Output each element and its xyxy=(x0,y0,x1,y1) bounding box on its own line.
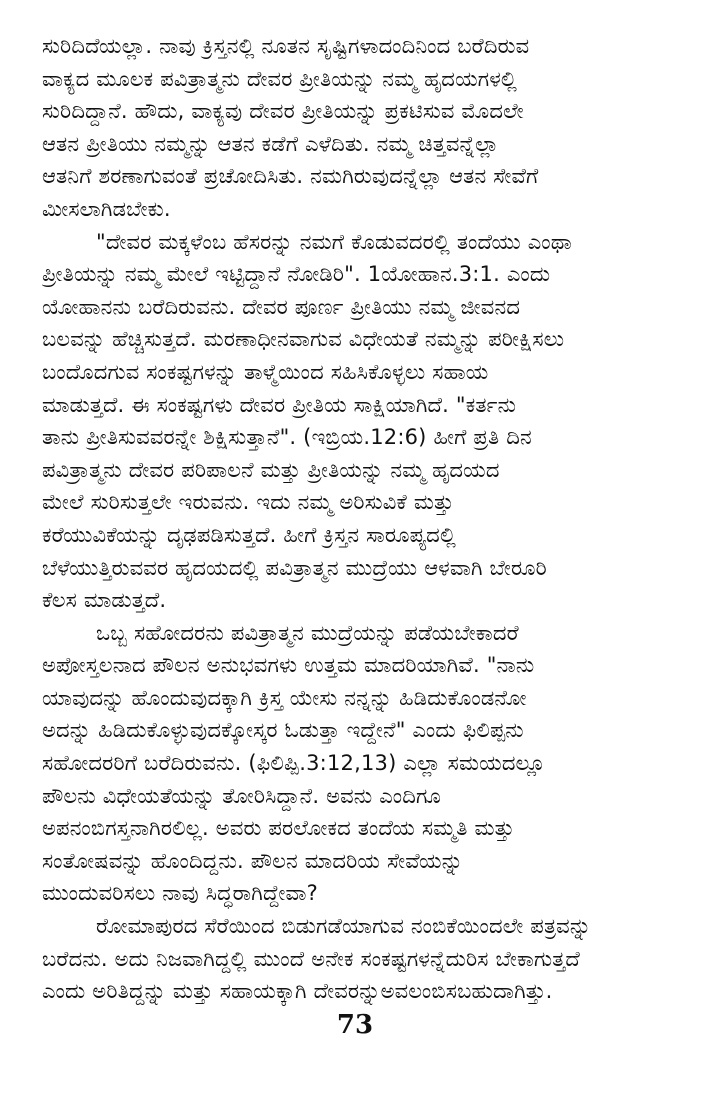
paragraph-2 xyxy=(42,226,672,617)
text-line: ಪೌಲನು ವಿಧೇಯತೆಯನ್ನು ತೋರಿಸಿದ್ದಾನೆ. ಅವನು ಎಂದಿಗೂ xyxy=(42,783,441,808)
text-line: ಪ್ರೀತಿಯನ್ನು ನಮ್ಮ ಮೇಲೆ ಇಟ್ಟಿದ್ದಾನೆ ನೋಡಿರಿ". 1ಯೋಹಾನ.3:1. ಎಂದು xyxy=(42,262,551,287)
text-line: ಬಲವನ್ನು ಹೆಚ್ಚಿಸುತ್ತದೆ. ಮರಣಾಧೀನವಾಗುವ ವಿಧೇಯತೆ ನಮ್ಮನ್ನು ಪರೀಕ್ಷಿಸಲು xyxy=(42,327,565,352)
text-line: ಸಹೋದರರಿಗೆ ಬರೆದಿರುವನು. (ಫಿಲಿಪ್ಪಿ.3:12,13) ಎಲ್ಲಾ ಸಮಯದಲ್ಲೂ xyxy=(42,751,546,776)
text-line: ರೋಮಾಪುರದ ಸೆರೆಯಿಂದ ಬಿಡುಗಡೆಯಾಗುವ ನಂಬಿಕೆಯಿಂದಲೇ ಪತ್ರವನ್ನು xyxy=(96,914,592,939)
text-line: ಕರೆಯುವಿಕೆಯನ್ನು ದೃಢಪಡಿಸುತ್ತದೆ. ಹೀಗೆ ಕ್ರಿಸ್ತನ ಸಾರೂಪ್ಯದಲ್ಲಿ xyxy=(42,522,457,547)
paragraph-4 xyxy=(42,910,672,1008)
text-line: ಮುಂದುವರಿಸಲು ನಾವು ಸಿದ್ಧರಾಗಿದ್ದೇವಾ? xyxy=(42,881,318,906)
text-line: ಸುರಿದಿದ್ದಾನೆ. ಹೌದು, ವಾಕ್ಯವು ದೇವರ ಪ್ರೀತಿಯನ್ನು ಪ್ರಕಟಿಸುವ ಮೊದಲೇ xyxy=(42,99,524,124)
page-number: 73 xyxy=(336,1010,374,1040)
text-line: ತಾನು ಪ್ರೀತಿಸುವವರನ್ನೇ ಶಿಕ್ಷಿಸುತ್ತಾನೆ". (ಇಬ್ರಿಯ.12:6) ಹೀಗೆ ಪ್ರತಿ ದಿನ xyxy=(42,425,532,450)
text-line: ಎಂದು ಅರಿತಿದ್ದನ್ನು ಮತ್ತು ಸಹಾಯಕ್ಕಾಗಿ ದೇವರನ್ನುಅವಲಂಬಿಸಬಹುದಾಗಿತ್ತು. xyxy=(42,979,553,1004)
text-line: ಕೆಲಸ ಮಾಡುತ್ತದೆ. xyxy=(42,588,167,613)
text-line: ಬಂದೊದಗುವ ಸಂಕಷ್ಟಗಳನ್ನು ತಾಳ್ಮೆಯಿಂದ ಸಹಿಸಿಕೊಳ್ಳಲು ಸಹಾಯ xyxy=(42,359,489,384)
paragraph-1 xyxy=(42,30,672,226)
text-line: ಮೀಸಲಾಗಿಡಬೇಕು. xyxy=(42,196,171,221)
text-line: ಅಪೋಸ್ತಲನಾದ ಪೌಲನ ಅನುಭವಗಳು ಉತ್ತಮ ಮಾದರಿಯಾಗಿವೆ. "ನಾನು xyxy=(42,653,535,678)
text-line: ಸಂತೋಷವನ್ನು ಹೊಂದಿದ್ದನು. ಪೌಲನ ಮಾದರಿಯ ಸೇವೆಯನ್ನು xyxy=(42,848,464,873)
text-line: "ದೇವರ ಮಕ್ಕಳೆಂಬ ಹೆಸರನ್ನು ನಮಗೆ ಕೊಡುವದರಲ್ಲಿ ತಂದೆಯು ಎಂಥಾ xyxy=(96,229,572,254)
text-line: ಯೋಹಾನನು ಬರೆದಿರುವನು. ದೇವರ ಪೂರ್ಣ ಪ್ರೀತಿಯು ನಮ್ಮ ಜೀವನದ xyxy=(42,294,521,319)
text-line: ಯಾವುದನ್ನು ಹೊಂದುವುದಕ್ಕಾಗಿ ಕ್ರಿಸ್ತ ಯೇಸು ನನ್ನನ್ನು ಹಿಡಿದುಕೊಂಡನೋ xyxy=(42,685,527,710)
text-line: ಅಪನಂಬಿಗಸ್ತನಾಗಿರಲಿಲ್ಲ. ಅವರು ಪರಲೋಕದ ತಂದೆಯ ಸಮ್ಮತಿ ಮತ್ತು xyxy=(42,816,515,841)
text-line: ಅದನ್ನು ಹಿಡಿದುಕೊಳ್ಳುವುದಕ್ಕೋಸ್ಕರ ಓಡುತ್ತಾ ಇದ್ದೇನೆ" ಎಂದು ಫಿಲಿಪ್ಪನು xyxy=(42,718,524,743)
text-line: ಮೇಲೆ ಸುರಿಸುತ್ತಲೇ ಇರುವನು. ಇದು ನಮ್ಮ ಅರಿಸುವಿಕೆ ಮತ್ತು xyxy=(42,490,454,515)
text-line: ಆತನಿಗೆ ಶರಣಾಗುವಂತೆ ಪ್ರಚೋದಿಸಿತು. ನಮಗಿರುವುದನ್ನೆಲ್ಲಾ ಆತನ ಸೇವೆಗೆ xyxy=(42,164,539,189)
text-line: ಮಾಡುತ್ತದೆ. ಈ ಸಂಕಷ್ಟಗಳು ದೇವರ ಪ್ರೀತಿಯ ಸಾಕ್ಷಿಯಾಗಿದೆ. "ಕರ್ತನು xyxy=(42,392,517,417)
paragraph-3 xyxy=(42,617,672,910)
text-line: ಸುರಿದಿದೆಯಲ್ಲಾ. ನಾವು ಕ್ರಿಸ್ತನಲ್ಲಿ ನೂತನ ಸೃಷ್ಟಿಗಳಾದಂದಿನಿಂದ ಬರೆದಿರುವ xyxy=(42,34,530,58)
text-line: ವಾಕ್ಯದ ಮೂಲಕ ಪವಿತ್ರಾತ್ಮನು ದೇವರ ಪ್ರೀತಿಯನ್ನು ನಮ್ಮ ಹೃದಯಗಳಲ್ಲಿ xyxy=(42,66,517,91)
text-line: ಬೆಳೆಯುತ್ತಿರುವವರ ಹೃದಯದಲ್ಲಿ ಪವಿತ್ರಾತ್ಮನ ಮುದ್ರೆಯು ಆಳವಾಗಿ ಬೇರೂರಿ xyxy=(42,555,547,580)
text-line: ಪವಿತ್ರಾತ್ಮನು ದೇವರ ಪರಿಪಾಲನೆ ಮತ್ತು ಪ್ರೀತಿಯನ್ನು ನಮ್ಮ ಹೃದಯದ xyxy=(42,457,500,482)
text-line: ಬರೆದನು. ಅದು ನಿಜವಾಗಿದ್ದಲ್ಲಿ ಮುಂದೆ ಅನೇಕ ಸಂಕಷ್ಟಗಳನ್ನೆದುರಿಸ ಬೇಕಾಗುತ್ತದೆ xyxy=(42,946,580,971)
text-line: ಆತನ ಪ್ರೀತಿಯು ನಮ್ಮನ್ನು ಆತನ ಕಡೆಗೆ ಎಳೆದಿತು. ನಮ್ಮ ಚಿತ್ತವನ್ನೆಲ್ಲಾ xyxy=(42,131,499,156)
text-line: ಒಬ್ಬ ಸಹೋದರನು ಪವಿತ್ರಾತ್ಮನ ಮುದ್ರೆಯನ್ನು ಪಡೆಯಬೇಕಾದರೆ xyxy=(96,620,519,645)
